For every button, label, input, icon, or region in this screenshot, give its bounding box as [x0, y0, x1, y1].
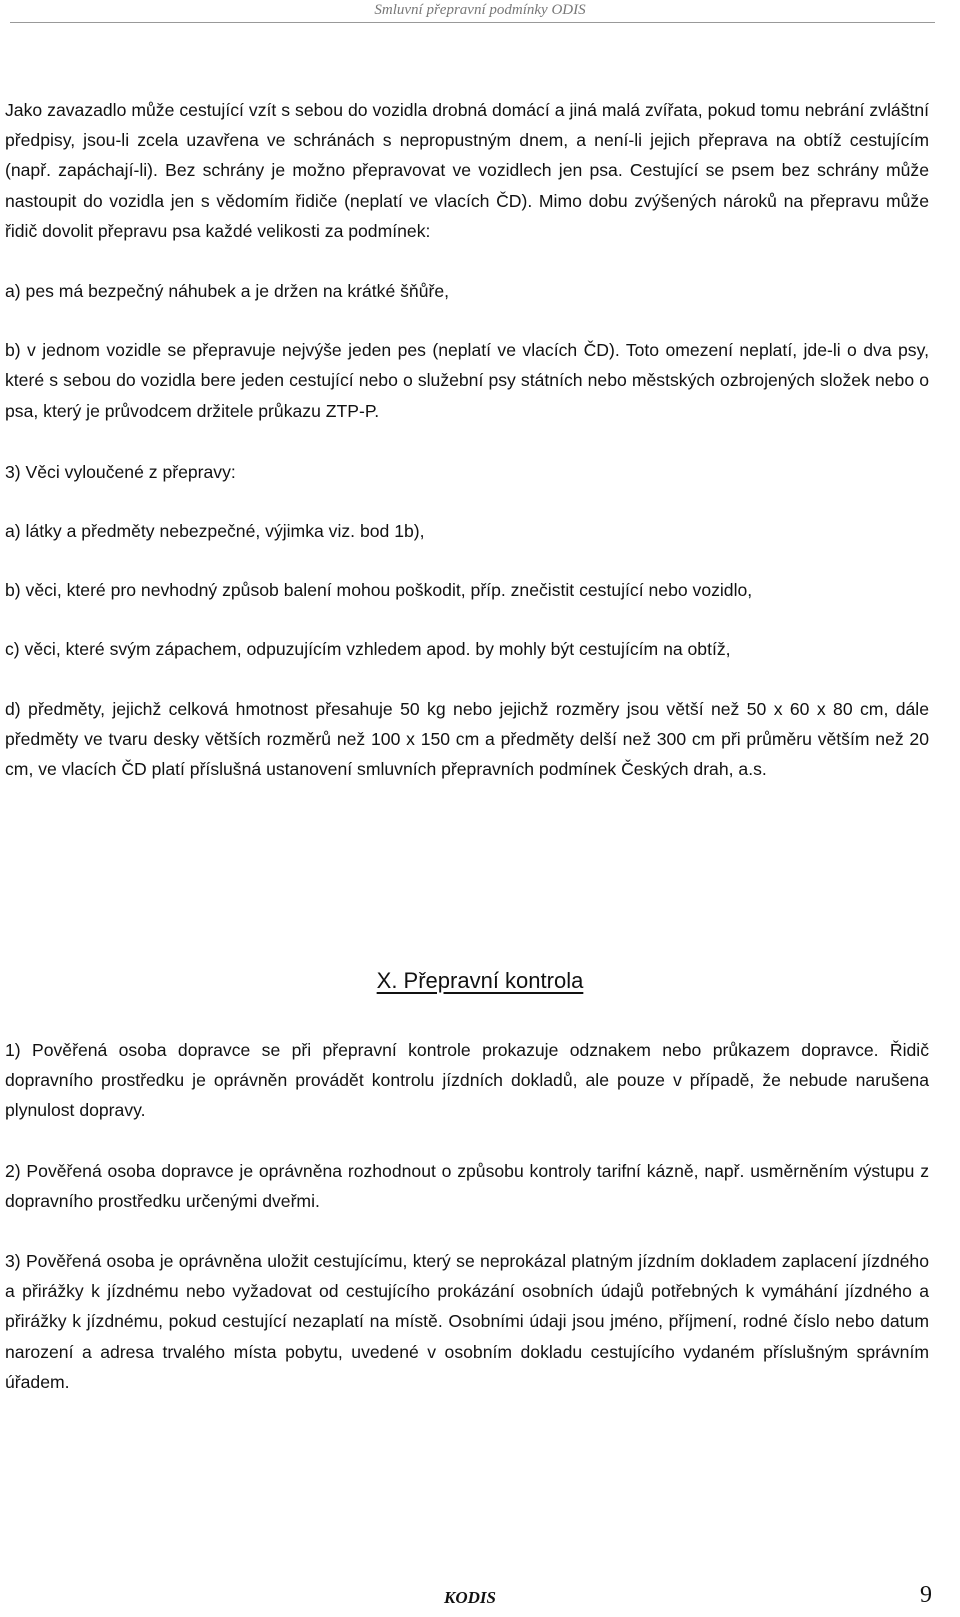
paragraph-excluded-items-heading: 3) Věci vyloučené z přepravy:	[5, 461, 236, 482]
body-text-bottom	[5, 1035, 929, 1397]
paragraph-odour: c) věci, které svým zápachem, odpuzujícím vzhledem apod. by mohly být cestujícím na obtíž,	[5, 639, 731, 660]
paragraph-dog-muzzle: a) pes má bezpečný náhubek a je držen na krátké šňůře,	[5, 281, 450, 302]
running-header: Smluvní přepravní podmínky ODIS	[374, 2, 586, 18]
footer-brand: KODIS	[444, 1588, 496, 1607]
section-heading: X. Přepravní kontrola	[376, 968, 584, 993]
paragraph-inspector-badge: 1) Pověřená osoba dopravce se při přepravní kontrole prokazuje odznakem nebo průkazem dopravce. Řidič dopravního prostředku je oprávněn provádět kontrolu jízdních dokladů, ale pouze v případě, že nebude narušena plynulost dopravy.	[5, 1040, 929, 1121]
paragraph-inspection-method: 2) Pověřená osoba dopravce je oprávněna rozhodnout o způsobu kontroly tarifní kázně, např. usměrněním výstupu z dopravního prostředku určenými dveřmi.	[5, 1160, 929, 1211]
paragraph-dimensions: d) předměty, jejichž celková hmotnost přesahuje 50 kg nebo jejichž rozměry jsou větší než 50 x 60 x 80 cm, dále předměty ve tvaru desky větších rozměrů než 100 x 150 cm a předměty delší než 300 cm při průměru větším než 20 cm, ve vlacích ČD platí příslušná ustanovení smluvních přepravních podmínek Českých drah, a.s.	[5, 698, 929, 780]
paragraph-one-dog: b) v jednom vozidle se přepravuje nejvýše jeden pes (neplatí ve vlacích ČD). Toto omezení neplatí, jde-li o dva psy, které s sebou do vozidla bere jeden cestující nebo o služební psy státních nebo městských ozbrojených složek nebo o psa, který je průvodcem držitele průkazu ZTP-P.	[5, 340, 929, 421]
paragraph-animals: Jako zavazadlo může cestující vzít s sebou do vozidla drobná domácí a jiná malá zvířata, pokud tomu nebrání zvláštní předpisy, jsou-li zcela uzavřena ve schránách s nepropustným dnem, a není-li jejich přeprava na obtíž cestujícím (např. zapáchají-li). Bez schrány je možno přepravovat ve vozidlech jen psa. Cestující se psem bez schrány může nastoupit do vozidla jen s vědomím řidiče (neplatí ve vlacích ČD). Mimo dobu zvýšených nároků na přepravu může řidič dovolit přepravu psa každé velikosti za podmínek:	[5, 100, 929, 241]
body-text-top	[5, 95, 929, 784]
paragraph-packaging: b) věci, které pro nevhodný způsob balení mohou poškodit, příp. znečistit cestující nebo vozidlo,	[5, 580, 753, 601]
header-rule	[10, 22, 935, 23]
paragraph-penalty: 3) Pověřená osoba je oprávněna uložit cestujícímu, který se neprokázal platným jízdním dokladem zaplacení jízdného a přirážky k jízdnému nebo vyžadovat od cestujícího prokázání osobních údajů potřebných k vymáhání jízdného a přirážky k jízdnému, pokud cestující nezaplatí na místě. Osobními údaji jsou jméno, příjmení, rodné číslo nebo datum narození a adresa trvalého místa pobytu, uvedené v osobním dokladu cestujícího vydaném příslušným správním úřadem.	[5, 1251, 929, 1392]
paragraph-dangerous-items: a) látky a předměty nebezpečné, výjimka viz. bod 1b),	[5, 521, 425, 542]
page-footer	[0, 1584, 960, 1614]
page-number: 9	[920, 1582, 932, 1608]
